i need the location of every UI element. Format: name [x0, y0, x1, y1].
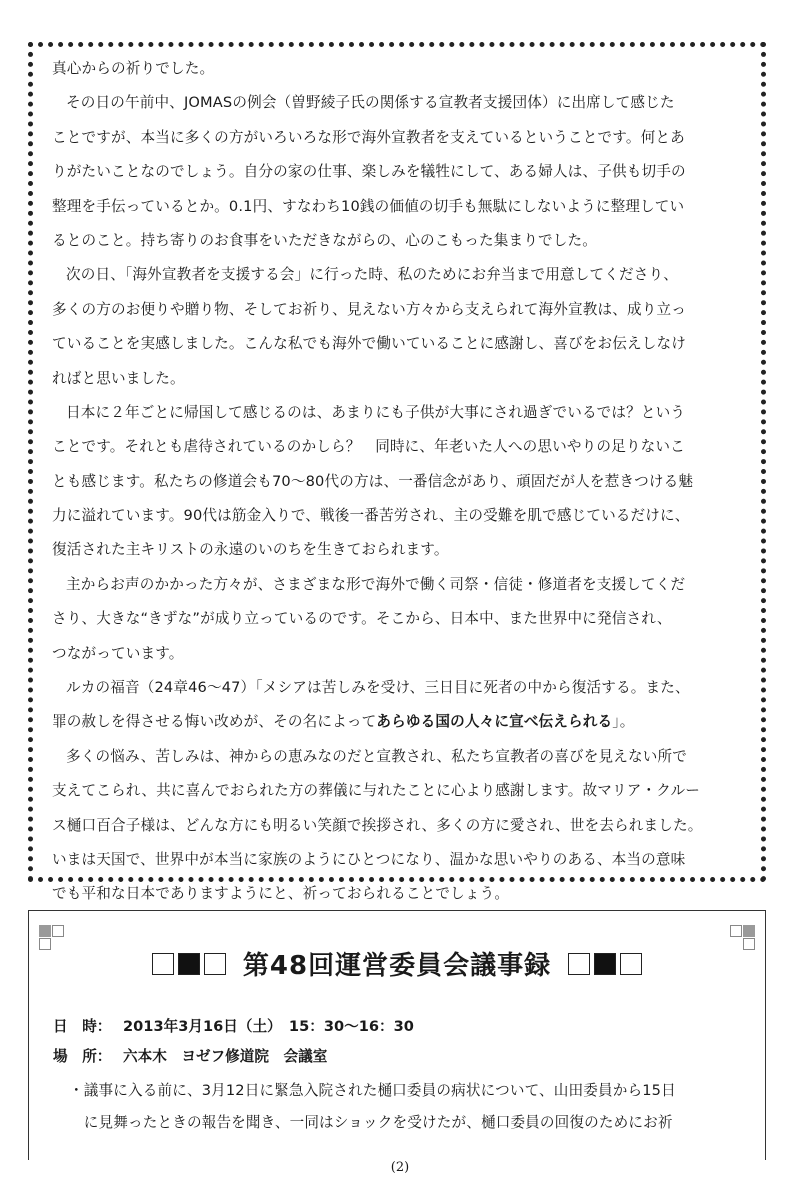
- quote-close: 」。: [612, 713, 635, 731]
- minutes-title: 第48回運営委員会議事録: [242, 951, 552, 981]
- square-filled-icon: [594, 953, 616, 975]
- bold-quote-phrase: あらゆる国の人々に宣べ伝えられる: [376, 713, 613, 731]
- essay-line: ス樋口百合子様は、どんな方にも明るい笑顔で挨拶され、多くの方に愛され、世を去られました。: [52, 816, 703, 834]
- essay-line: 復活された主キリストの永遠のいのちを生きておられます。: [52, 541, 449, 559]
- essay-line: 力に溢れています。90代は筋金入りで、戦後一番苦労され、主の受難を肌で感じているだけに、: [52, 507, 690, 525]
- page-number: (2): [390, 1160, 410, 1175]
- essay-line: 次の日、「海外宣教者を支援する会」に行った時、私のためにお弁当まで用意してくださり、: [66, 266, 678, 284]
- square-outline-icon: [568, 953, 590, 975]
- essay-line: 整理を手伝っているとか。0.1円、すなわち10銭の価値の切手も無駄にしないように整理してい: [52, 197, 685, 215]
- place-value: 六本木 ヨゼフ修道院 会議室: [123, 1048, 328, 1065]
- minutes-bullet-line: に見舞ったときの報告を聞き、一同はショックを受けたが、樋口委員の回復のためにお祈: [69, 1114, 673, 1131]
- essay-line: 日本に２年ごとに帰国して感じるのは、あまりにも子供が大事にされ過ぎでいるでは？という: [66, 403, 686, 421]
- essay-line: つながっています。: [52, 644, 184, 662]
- essay-line: 真心からの祈りでした。: [52, 60, 215, 77]
- square-filled-icon: [178, 953, 200, 975]
- essay-body: [52, 52, 757, 912]
- date-value: 2013年3月16日（土） 15：30〜16：30: [123, 1018, 414, 1035]
- essay-line: ことです。それとも虐待されているのかしら？ 同時に、年老いた人への思いやりの足りないこ: [52, 438, 685, 456]
- meeting-place-row: [53, 1045, 327, 1066]
- essay-line: 主からお声のかかった方々が、さまざまな形で海外で働く司祭・信徒・修道者を支援してくだ: [66, 575, 686, 593]
- essay-line: 多くの方のお便りや贈り物、そしてお祈り、見えない方々から支えられて海外宣教は、成り立っ: [52, 300, 686, 318]
- essay-line: るとのこと。持ち寄りのお食事をいただきながらの、心のこもった集まりでした。: [52, 231, 597, 249]
- essay-line: ことですが、本当に多くの方がいろいろな形で海外宣教者を支えているということです。何とあ: [52, 128, 685, 146]
- essay-line: さり、大きな“きずな”が成り立っているのです。そこから、日本中、また世界中に発信され、: [52, 610, 672, 628]
- minutes-title-row: [29, 945, 765, 989]
- place-label: 場 所：: [53, 1048, 112, 1065]
- meeting-date-row: [53, 1015, 414, 1036]
- essay-line: とも感じます。私たちの修道会も70〜80代の方は、一番信念があり、頑固だが人を惹きつける魅: [52, 472, 694, 490]
- essay-line: その日の午前中、JOMASの例会（曽野綾子氏の関係する宣教者支援団体）に出席して感じた: [66, 94, 675, 112]
- square-outline-icon: [152, 953, 174, 975]
- minutes-bullet-line: ・議事に入る前に、3月12日に緊急入院された樋口委員の病状について、山田委員から15日: [69, 1082, 676, 1099]
- essay-line: ルカの福音（24章46〜47）「メシアは苦しみを受け、三日目に死者の中から復活する。また、: [66, 679, 690, 697]
- minutes-box: [28, 910, 766, 1160]
- essay-line: でも平和な日本でありますようにと、祈っておられることでしょう。: [52, 885, 510, 903]
- square-outline-icon: [204, 953, 226, 975]
- essay-line: ればと思いました。: [52, 369, 185, 387]
- essay-line-with-bold: [52, 705, 757, 739]
- essay-line: いまは天国で、世界中が本当に家族のようにひとつになり、温かな思いやりのある、本当の意味: [52, 850, 686, 868]
- essay-line: ていることを実感しました。こんな私でも海外で働いていることに感謝し、喜びをお伝えしなけ: [52, 335, 686, 353]
- essay-line-text: 罪の赦しを得させる悔い改めが、その名によって: [52, 713, 377, 731]
- essay-line: 多くの悩み、苦しみは、神からの恵みなのだと宣教され、私たち宣教者の喜びを見えない所で: [66, 747, 687, 765]
- square-outline-icon: [620, 953, 642, 975]
- essay-line: りがたいことなのでしょう。自分の家の仕事、楽しみを犠牲にして、ある婦人は、子供も切手の: [52, 163, 686, 181]
- essay-line: 支えてこられ、共に喜んでおられた方の葬儀に与れたことに心より感謝します。故マリア・クルー: [52, 782, 700, 800]
- date-label: 日 時：: [53, 1018, 112, 1035]
